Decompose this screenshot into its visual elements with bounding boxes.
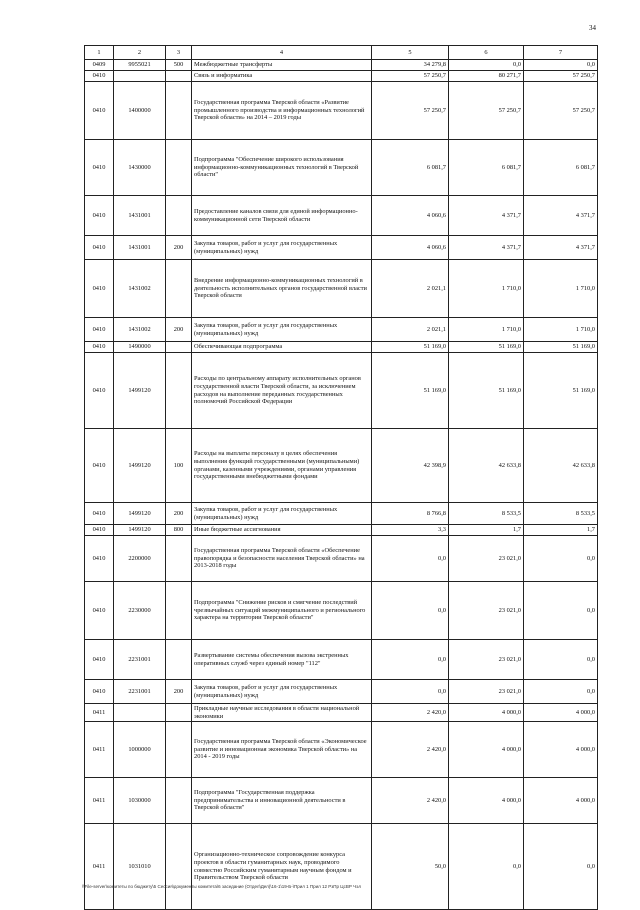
amount-col5: 8 766,8 <box>372 503 449 525</box>
row-code: 0411 <box>85 778 114 824</box>
amount-col7: 4 000,0 <box>524 778 598 824</box>
row-code: 0410 <box>85 260 114 318</box>
amount-col5: 6 081,7 <box>372 140 449 196</box>
row-code: 0410 <box>85 82 114 140</box>
row-code: 0410 <box>85 140 114 196</box>
amount-col5: 2 021,1 <box>372 260 449 318</box>
table-row <box>85 140 598 196</box>
row-name: Расходы на выплаты персоналу в целях обеспечения выполнения функций государственными (муниципальными) органами, казенными учреждениями, органами управления государственными внебюджетными фондами <box>192 429 372 503</box>
amount-col5: 2 021,1 <box>372 318 449 342</box>
row-code: 0411 <box>85 722 114 778</box>
amount-col6: 51 169,0 <box>449 342 524 353</box>
target-article: 1490000 <box>114 342 166 353</box>
row-name: Подпрограмма "Государственная поддержка предпринимательства и инновационной деятельности в Тверской области" <box>192 778 372 824</box>
row-code: 0410 <box>85 503 114 525</box>
row-code: 0410 <box>85 429 114 503</box>
table-row <box>85 82 598 140</box>
table-body <box>85 60 598 910</box>
table-row <box>85 680 598 704</box>
amount-col5: 57 250,7 <box>372 82 449 140</box>
row-name: Закупка товаров, работ и услуг для государственных (муниципальных) нужд <box>192 236 372 260</box>
amount-col6: 1 710,0 <box>449 260 524 318</box>
target-article <box>114 71 166 82</box>
amount-col7: 51 169,0 <box>524 353 598 429</box>
table-row <box>85 60 598 71</box>
amount-col6: 4 000,0 <box>449 704 524 722</box>
target-article: 1431001 <box>114 196 166 236</box>
amount-col6: 1,7 <box>449 525 524 536</box>
target-article: 1431002 <box>114 318 166 342</box>
amount-col5: 42 398,9 <box>372 429 449 503</box>
amount-col5: 3,3 <box>372 525 449 536</box>
row-name: Прикладные научные исследования в области национальной экономики <box>192 704 372 722</box>
amount-col6: 0,0 <box>449 60 524 71</box>
row-name: Обеспечивающая подпрограмма <box>192 342 372 353</box>
amount-col6: 8 533,5 <box>449 503 524 525</box>
amount-col7: 0,0 <box>524 60 598 71</box>
amount-col6: 42 633,8 <box>449 429 524 503</box>
amount-col7: 0,0 <box>524 536 598 582</box>
table-row <box>85 196 598 236</box>
row-name: Государственная программа Тверской области «Экономическое развитие и инновационная экономика Тверской области» на 2014 - 2019 годы <box>192 722 372 778</box>
amount-col6: 6 081,7 <box>449 140 524 196</box>
row-name: Иные бюджетные ассигнования <box>192 525 372 536</box>
target-article: 1431002 <box>114 260 166 318</box>
amount-col7: 4 371,7 <box>524 236 598 260</box>
amount-col5: 2 420,0 <box>372 778 449 824</box>
amount-col7: 6 081,7 <box>524 140 598 196</box>
amount-col6: 23 021,0 <box>449 536 524 582</box>
expense-type <box>166 140 192 196</box>
table-row <box>85 704 598 722</box>
amount-col6: 1 710,0 <box>449 318 524 342</box>
row-code: 0411 <box>85 704 114 722</box>
table-row <box>85 342 598 353</box>
target-article: 1431001 <box>114 236 166 260</box>
column-header: 3 <box>166 46 192 60</box>
target-article: 1430000 <box>114 140 166 196</box>
expense-type <box>166 196 192 236</box>
row-code: 0410 <box>85 582 114 640</box>
amount-col6: 4 371,7 <box>449 236 524 260</box>
amount-col5: 0,0 <box>372 680 449 704</box>
amount-col6: 4 371,7 <box>449 196 524 236</box>
table-row <box>85 236 598 260</box>
amount-col5: 50,0 <box>372 824 449 910</box>
table-row <box>85 260 598 318</box>
row-name: Закупка товаров, работ и услуг для государственных (муниципальных) нужд <box>192 318 372 342</box>
amount-col5: 0,0 <box>372 582 449 640</box>
amount-col7: 57 250,7 <box>524 82 598 140</box>
column-header: 5 <box>372 46 449 60</box>
row-code: 0411 <box>85 824 114 910</box>
amount-col6: 4 000,0 <box>449 722 524 778</box>
table-row <box>85 824 598 910</box>
table-header-row <box>85 46 598 60</box>
row-name: Закупка товаров, работ и услуг для государственных (муниципальных) нужд <box>192 503 372 525</box>
row-code: 0410 <box>85 353 114 429</box>
column-header: 4 <box>192 46 372 60</box>
amount-col5: 0,0 <box>372 536 449 582</box>
row-name: Закупка товаров, работ и услуг для государственных (муниципальных) нужд <box>192 680 372 704</box>
amount-col5: 2 420,0 <box>372 704 449 722</box>
row-name: Государственная программа Тверской области «Развитие промышленного производства и информационных технологий Тверской области» на 2014 – 2019 годы <box>192 82 372 140</box>
column-header: 6 <box>449 46 524 60</box>
target-article: 1000000 <box>114 722 166 778</box>
expense-type <box>166 342 192 353</box>
column-header: 1 <box>85 46 114 60</box>
expense-type <box>166 582 192 640</box>
amount-col7: 1 710,0 <box>524 318 598 342</box>
expense-type: 100 <box>166 429 192 503</box>
expense-type: 200 <box>166 680 192 704</box>
target-article: 2231001 <box>114 680 166 704</box>
target-article: 2230000 <box>114 582 166 640</box>
row-name: Предоставление каналов связи для единой информационно-коммуникационной сети Тверской области <box>192 196 372 236</box>
amount-col6: 57 250,7 <box>449 82 524 140</box>
table-row <box>85 318 598 342</box>
target-article: 1499120 <box>114 525 166 536</box>
target-article: 2231001 <box>114 640 166 680</box>
row-code: 0410 <box>85 236 114 260</box>
amount-col6: 23 021,0 <box>449 640 524 680</box>
expense-type: 800 <box>166 525 192 536</box>
expense-type <box>166 704 192 722</box>
amount-col7: 0,0 <box>524 640 598 680</box>
amount-col7: 0,0 <box>524 680 598 704</box>
amount-col5: 51 169,0 <box>372 342 449 353</box>
amount-col7: 51 169,0 <box>524 342 598 353</box>
row-name: Государственная программа Тверской области «Обеспечение правопорядка и безопасности населения Тверской области» на 2013-2018 годы <box>192 536 372 582</box>
amount-col5: 4 060,6 <box>372 196 449 236</box>
row-code: 0410 <box>85 318 114 342</box>
row-name: Внедрение информационно-коммуникационных технологий в деятельность исполнительных органов государственной власти Тверской области <box>192 260 372 318</box>
target-article: 9955021 <box>114 60 166 71</box>
amount-col7: 4 000,0 <box>524 722 598 778</box>
amount-col6: 23 021,0 <box>449 680 524 704</box>
budget-table <box>84 45 598 910</box>
expense-type: 500 <box>166 60 192 71</box>
target-article: 1499120 <box>114 353 166 429</box>
table-row <box>85 429 598 503</box>
row-name: Подпрограмма "Обеспечение широкого использования информационно-коммуникационных технологий в Тверской области" <box>192 140 372 196</box>
row-code: 0410 <box>85 342 114 353</box>
amount-col6: 23 021,0 <box>449 582 524 640</box>
table-row <box>85 71 598 82</box>
expense-type <box>166 260 192 318</box>
amount-col6: 80 271,7 <box>449 71 524 82</box>
row-code: 0410 <box>85 640 114 680</box>
table-row <box>85 722 598 778</box>
amount-col6: 51 169,0 <box>449 353 524 429</box>
expense-type <box>166 536 192 582</box>
expense-type: 200 <box>166 503 192 525</box>
row-code: 0410 <box>85 196 114 236</box>
table-row <box>85 536 598 582</box>
table-row <box>85 778 598 824</box>
target-article: 1030000 <box>114 778 166 824</box>
target-article: 1031010 <box>114 824 166 910</box>
row-code: 0410 <box>85 525 114 536</box>
row-name: Расходы по центральному аппарату исполнительных органов государственной власти Тверской области, за исключением расходов на выполнение переданных государственных полномочий Российской Федерации <box>192 353 372 429</box>
expense-type <box>166 353 192 429</box>
target-article: 1499120 <box>114 429 166 503</box>
amount-col7: 57 250,7 <box>524 71 598 82</box>
amount-col7: 8 533,5 <box>524 503 598 525</box>
expense-type <box>166 824 192 910</box>
row-code: 0410 <box>85 536 114 582</box>
row-code: 0409 <box>85 60 114 71</box>
table-row <box>85 640 598 680</box>
amount-col5: 51 169,0 <box>372 353 449 429</box>
column-header: 2 <box>114 46 166 60</box>
target-article: 2200000 <box>114 536 166 582</box>
amount-col7: 1,7 <box>524 525 598 536</box>
table-row <box>85 582 598 640</box>
amount-col7: 42 633,8 <box>524 429 598 503</box>
row-name: Межбюджетные трансферты <box>192 60 372 71</box>
amount-col5: 4 060,6 <box>372 236 449 260</box>
expense-type <box>166 640 192 680</box>
amount-col5: 0,0 <box>372 640 449 680</box>
row-code: 0410 <box>85 71 114 82</box>
expense-type <box>166 722 192 778</box>
expense-type <box>166 82 192 140</box>
row-name: Подпрограмма "Снижение рисков и смягчение последствий чрезвычайных ситуаций межмуниципального и регионального характера на территории Тверской области" <box>192 582 372 640</box>
target-article <box>114 704 166 722</box>
row-name: Связь и информатика <box>192 71 372 82</box>
page-number: 34 <box>589 24 596 32</box>
amount-col7: 4 371,7 <box>524 196 598 236</box>
table-row <box>85 353 598 429</box>
amount-col5: 2 420,0 <box>372 722 449 778</box>
expense-type: 200 <box>166 318 192 342</box>
amount-col7: 4 000,0 <box>524 704 598 722</box>
footer-file-path: \\File-server\комитеты по бюджету\5 Сессия\документы комитета\6 заседание (Отдел\Дел)\16-1\19-Б-\Прил 1 Прил 12 РзПр ЦсВР Чэл <box>82 884 361 889</box>
amount-col7: 0,0 <box>524 824 598 910</box>
amount-col6: 4 000,0 <box>449 778 524 824</box>
expense-type <box>166 71 192 82</box>
target-article: 1499120 <box>114 503 166 525</box>
table-row <box>85 503 598 525</box>
amount-col7: 1 710,0 <box>524 260 598 318</box>
row-name: Организационно-техническое сопровождение конкурса проектов в области гуманитарных наук, проводимого совместно Российским гуманитарным научным фондом и Правительством Тверской области <box>192 824 372 910</box>
amount-col7: 0,0 <box>524 582 598 640</box>
amount-col5: 34 279,8 <box>372 60 449 71</box>
target-article: 1400000 <box>114 82 166 140</box>
row-code: 0410 <box>85 680 114 704</box>
row-name: Развертывание системы обеспечения вызова экстренных оперативных служб через единый номер "112" <box>192 640 372 680</box>
column-header: 7 <box>524 46 598 60</box>
expense-type: 200 <box>166 236 192 260</box>
expense-type <box>166 778 192 824</box>
amount-col6: 0,0 <box>449 824 524 910</box>
amount-col5: 57 250,7 <box>372 71 449 82</box>
table-row <box>85 525 598 536</box>
